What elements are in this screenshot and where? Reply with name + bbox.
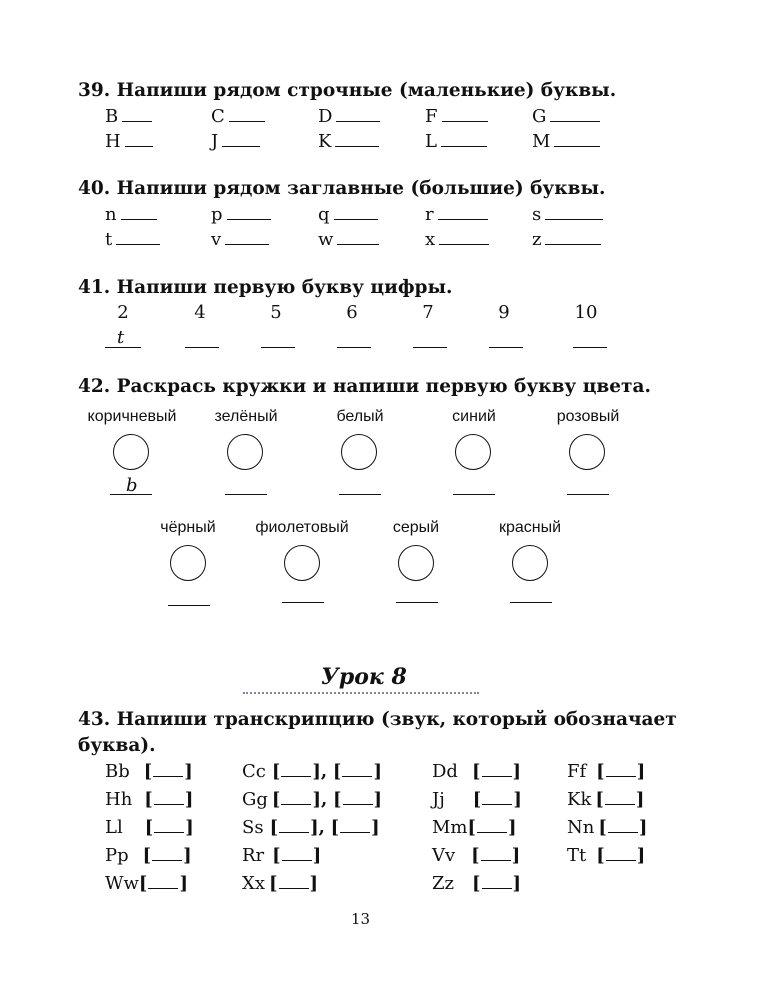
answer-blank[interactable] [606,762,636,777]
answer-blank[interactable] [477,818,507,833]
letter-pair: B [105,106,152,127]
letter-pair: K [318,131,379,152]
letter-pair: L [425,131,487,152]
color-circle[interactable] [512,545,548,581]
letter-pair: v [211,229,269,250]
letter-pair: J [211,131,260,152]
answer-blank[interactable] [482,874,512,889]
transcription-item: Hh [ ] [105,789,194,810]
answer-line[interactable] [510,601,552,603]
letter-pair: p [211,204,271,225]
answer-blank[interactable] [342,762,372,777]
transcription-item: Mm[ ] [432,817,517,838]
number-label: 2 [117,302,129,323]
number-label: 7 [422,302,434,323]
letter-pair: t [105,229,160,250]
exercise-43-title-cont: буква). [78,735,156,756]
answer-line[interactable] [413,346,447,348]
color-circle[interactable] [170,545,206,581]
answer-blank[interactable] [441,131,487,147]
transcription-item: Gg [ ], [ ] [242,789,383,810]
letter-pair: C [211,106,265,127]
transcription-item: Zz [ ] [432,873,522,894]
answer-line[interactable] [337,346,371,348]
lesson-title: Урок 8 [321,664,407,690]
answer-blank[interactable] [482,790,512,805]
answer-blank[interactable] [279,874,309,889]
number-label: 6 [346,302,358,323]
answer-line[interactable] [105,346,141,348]
answer-blank[interactable] [554,131,600,147]
transcription-item: Jj [ ] [432,789,522,810]
answer-blank[interactable] [336,106,380,122]
color-circle[interactable] [341,434,377,470]
answer-blank[interactable] [116,229,160,245]
letter-pair: G [532,106,600,127]
answer-blank[interactable] [154,790,184,805]
answer-line[interactable] [185,346,219,348]
number-label: 5 [270,302,282,323]
transcription-item: Nn [ ] [567,817,648,838]
transcription-item: Vv [ ] [432,845,521,866]
answer-blank[interactable] [343,790,373,805]
transcription-item: Cc [ ], [ ] [242,761,382,782]
answer-line[interactable] [339,493,381,495]
color-label: серый [392,519,440,536]
answer-blank[interactable] [121,204,157,220]
color-label: белый [336,408,384,425]
answer-blank[interactable] [482,762,512,777]
answer-blank[interactable] [229,106,265,122]
answer-blank[interactable] [334,204,378,220]
answer-line[interactable] [396,601,438,603]
answer-blank[interactable] [152,846,182,861]
transcription-item: Xx [ ] [242,873,319,894]
answer-blank[interactable] [340,818,370,833]
answer-blank[interactable] [227,204,271,220]
transcription-item: Rr [ ] [242,845,322,866]
number-label: 9 [498,302,510,323]
answer-line[interactable] [573,346,607,348]
color-circle[interactable] [455,434,491,470]
example-answer: t [117,327,125,348]
transcription-item: Dd [ ] [432,761,522,782]
answer-line[interactable] [225,493,267,495]
letter-pair: r [425,204,488,225]
letter-pair: s [532,204,603,225]
answer-line[interactable] [453,493,495,495]
answer-blank[interactable] [282,846,312,861]
answer-blank[interactable] [279,818,309,833]
answer-blank[interactable] [550,106,600,122]
letter-pair: F [425,106,488,127]
letter-pair: H [105,131,153,152]
answer-blank[interactable] [281,762,311,777]
answer-blank[interactable] [606,846,636,861]
color-label: розовый [556,408,620,425]
answer-line[interactable] [261,346,295,348]
color-label: синий [452,408,496,425]
transcription-item: Ll [ ] [105,817,194,838]
transcription-item: Tt [ ] [567,845,646,866]
transcription-item: Kk [ ] [567,789,645,810]
answer-blank[interactable] [442,106,488,122]
answer-line[interactable] [168,604,210,606]
color-circle[interactable] [227,434,263,470]
color-circle[interactable] [398,545,434,581]
answer-line[interactable] [567,493,609,495]
transcription-item: Ww[ ] [105,873,188,894]
exercise-40-title: 40. Напиши рядом заглавные (большие) буквы. [78,178,606,199]
letter-pair: q [318,204,378,225]
transcription-item: Bb [ ] [105,761,193,782]
color-circle[interactable] [569,434,605,470]
example-answer: b [126,475,138,496]
transcription-item: Ss [ ], [ ] [242,817,380,838]
page-number: 13 [351,910,371,928]
answer-blank[interactable] [125,131,153,147]
color-circle[interactable] [284,545,320,581]
answer-blank[interactable] [122,106,152,122]
answer-blank[interactable] [545,229,601,245]
answer-blank[interactable] [608,818,638,833]
answer-blank[interactable] [438,204,488,220]
answer-blank[interactable] [225,229,269,245]
exercise-41-title: 41. Напиши первую букву цифры. [78,277,453,298]
number-label: 4 [194,302,206,323]
letter-pair: w [318,229,379,250]
dotted-divider [243,692,479,694]
answer-blank[interactable] [222,131,260,147]
answer-blank[interactable] [439,229,489,245]
letter-pair: x [425,229,489,250]
color-circle[interactable] [113,434,149,470]
answer-line[interactable] [282,601,324,603]
answer-line[interactable] [110,493,152,495]
answer-blank[interactable] [154,818,184,833]
exercise-43-title: 43. Напиши транскрипцию (звук, который обозначает [78,709,677,730]
answer-line[interactable] [489,346,523,348]
color-label: коричневый [87,408,177,425]
answer-blank[interactable] [335,131,379,147]
answer-blank[interactable] [153,762,183,777]
transcription-item: Pp [ ] [105,845,192,866]
transcription-item: Ff [ ] [567,761,646,782]
answer-blank[interactable] [545,204,603,220]
color-label: зелёный [214,408,278,425]
answer-blank[interactable] [605,790,635,805]
color-label: красный [498,519,562,536]
number-label: 10 [574,302,598,323]
exercise-39-title: 39. Напиши рядом строчные (маленькие) буквы. [78,80,617,101]
answer-blank[interactable] [481,846,511,861]
letter-pair: z [532,229,601,250]
exercise-42-title: 42. Раскрась кружки и напиши первую букву цвета. [78,376,651,397]
letter-pair: D [318,106,380,127]
answer-blank[interactable] [337,229,379,245]
answer-blank[interactable] [148,874,178,889]
letter-pair: n [105,204,157,225]
color-label: чёрный [160,519,216,536]
letter-pair: M [532,131,600,152]
color-label: фиолетовый [255,519,349,536]
answer-blank[interactable] [281,790,311,805]
